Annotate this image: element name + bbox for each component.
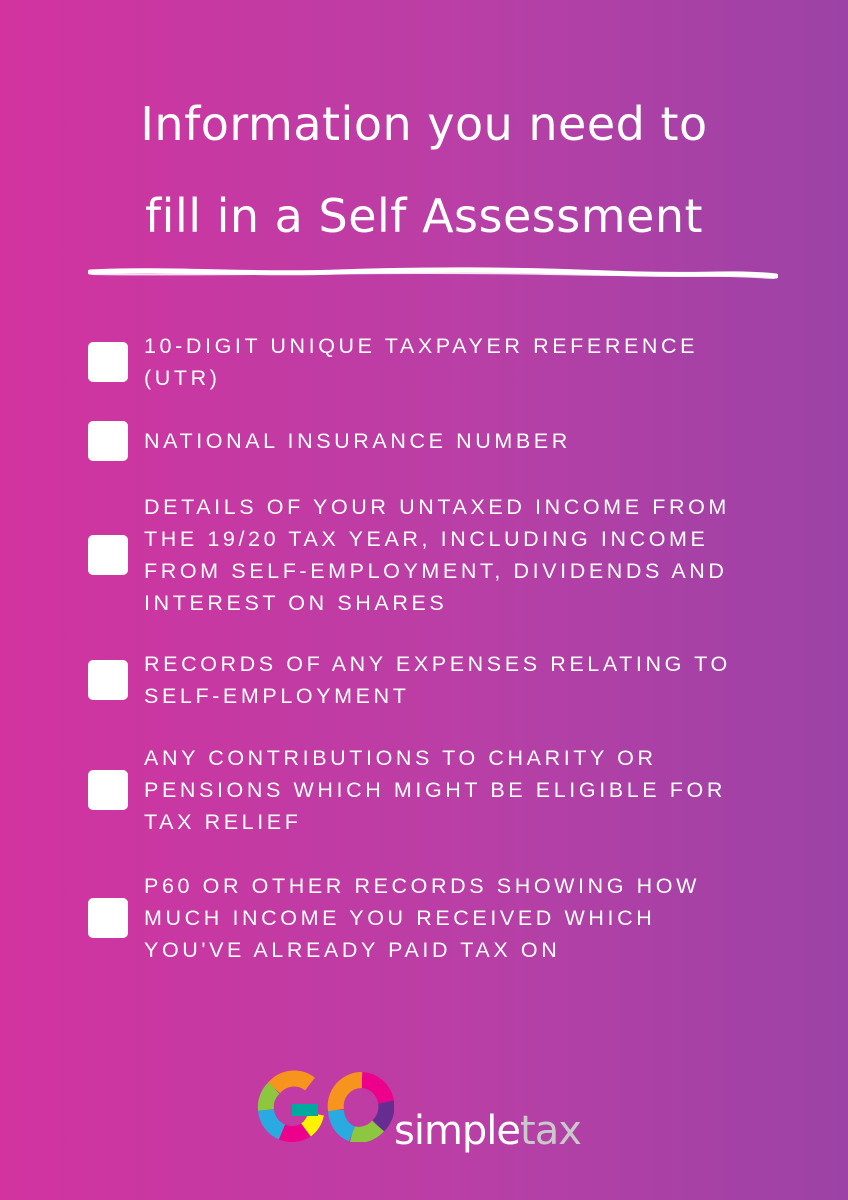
checklist-item-text: 10-DIGIT UNIQUE TAXPAYER REFERENCE (UTR) [144, 334, 699, 390]
checklist-item-text: DETAILS OF YOUR UNTAXED INCOME FROM THE 19/20 TAX YEAR, INCLUDING INCOME FROM SELF-EMPLOYMENT, DIVIDENDS AND INTEREST ON SHARES [144, 495, 730, 615]
page-title-line-2: fill in a Self Assessment [144, 189, 704, 243]
checkbox[interactable] [88, 770, 128, 810]
gosimpletax-logo [254, 1066, 614, 1166]
logo-word-simple: simple [394, 1108, 521, 1154]
checkbox[interactable] [88, 535, 128, 575]
page-title-line-1: Information you need to [140, 97, 708, 151]
page-title [40, 78, 808, 262]
checkbox[interactable] [88, 342, 128, 382]
checkbox[interactable] [88, 660, 128, 700]
checkbox[interactable] [88, 898, 128, 938]
checklist-item [88, 870, 808, 966]
go-logo-mark [254, 1066, 394, 1142]
checkbox[interactable] [88, 421, 128, 461]
checklist-item-text: ANY CONTRIBUTIONS TO CHARITY OR PENSIONS WHICH MIGHT BE ELIGIBLE FOR TAX RELIEF [144, 746, 726, 834]
checklist-item [88, 648, 808, 712]
checklist-item-text: RECORDS OF ANY EXPENSES RELATING TO SELF-EMPLOYMENT [144, 652, 731, 708]
checklist-item [88, 742, 808, 838]
logo-wordmark [394, 1106, 581, 1156]
checklist-item [88, 330, 808, 394]
checklist-item-text: NATIONAL INSURANCE NUMBER [144, 429, 571, 453]
logo-word-tax: tax [520, 1108, 581, 1154]
checklist-item-text: P60 OR OTHER RECORDS SHOWING HOW MUCH INCOME YOU RECEIVED WHICH YOU'VE ALREADY PAID TAX ON [144, 874, 700, 962]
checklist-item [88, 425, 808, 457]
checklist-item [88, 491, 808, 619]
title-underline [88, 262, 778, 286]
